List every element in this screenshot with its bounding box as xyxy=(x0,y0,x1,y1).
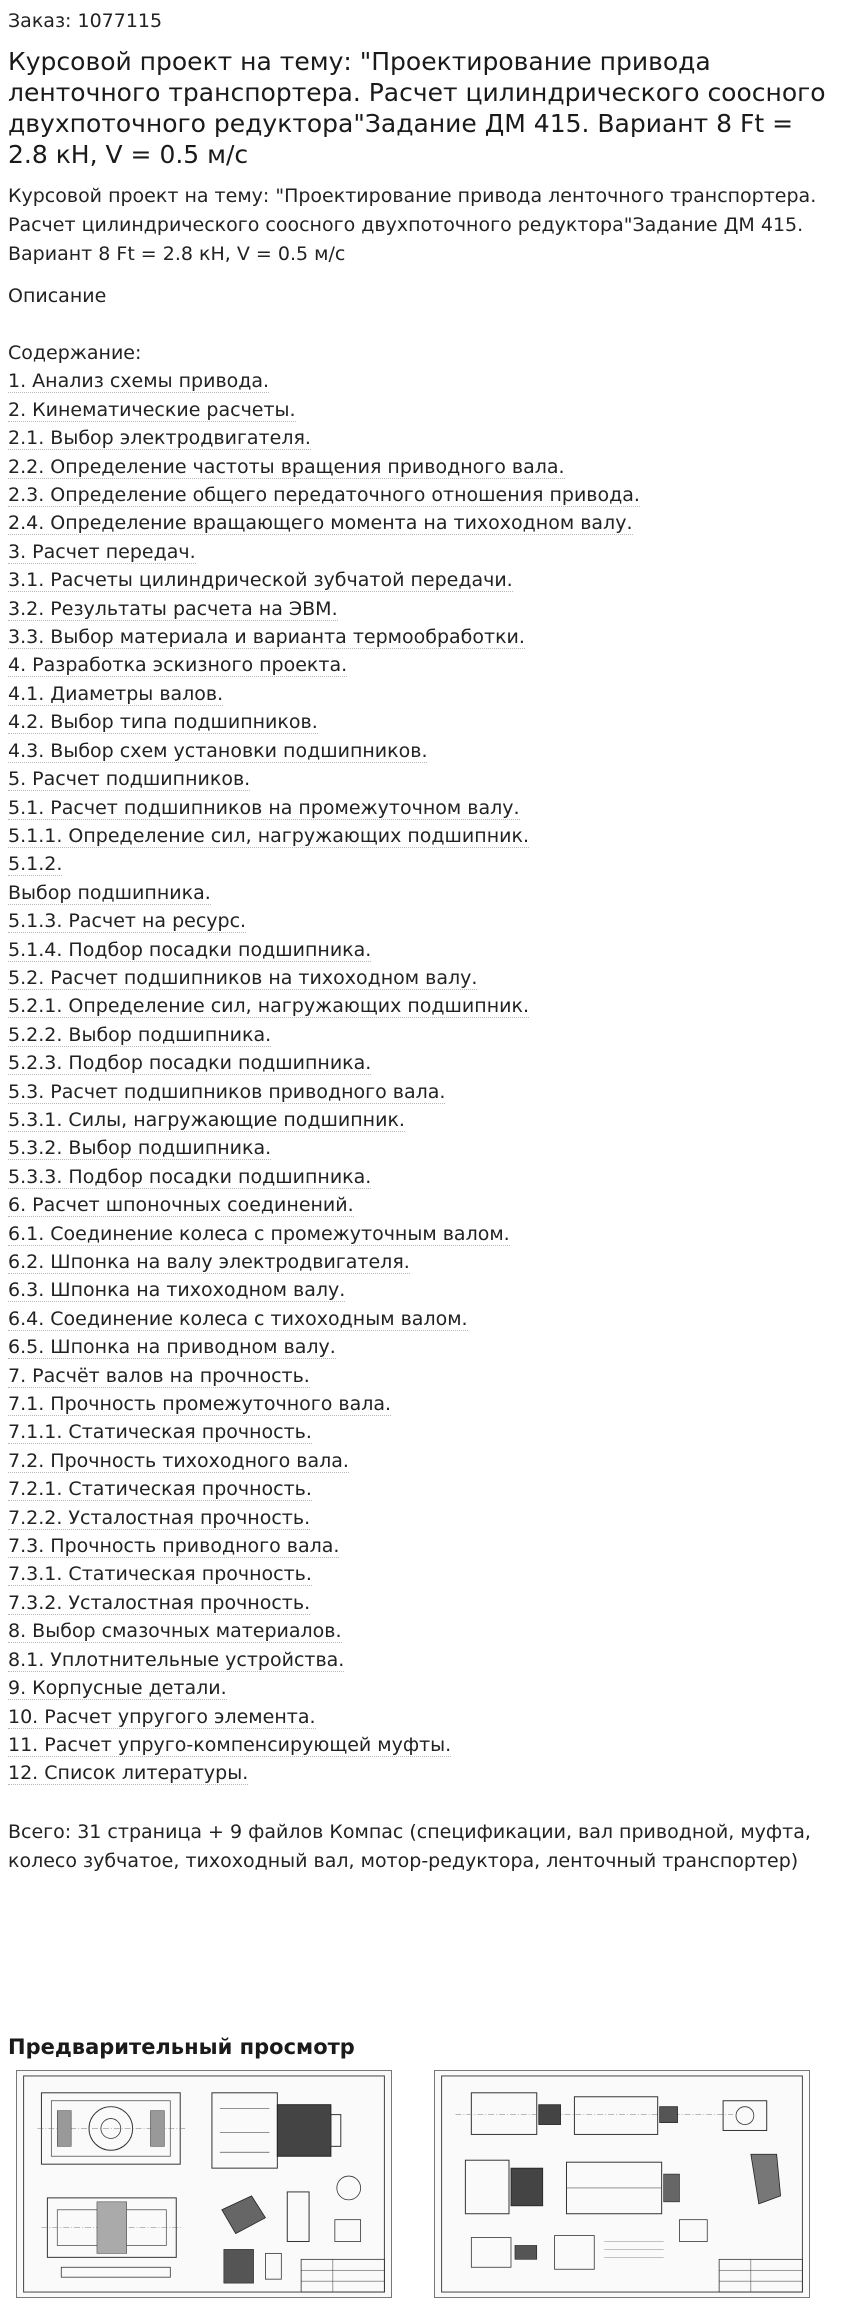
contents-item-text: 4.3. Выбор схем установки подшипников. xyxy=(8,739,428,762)
contents-item-text: 2.4. Определение вращающего момента на тихоходном валу. xyxy=(8,512,633,535)
contents-item xyxy=(8,1106,839,1134)
contents-item xyxy=(8,595,839,623)
contents-item-text: 9. Корпусные детали. xyxy=(8,1677,227,1700)
contents-item xyxy=(8,424,839,452)
contents-item-text: 3.1. Расчеты цилиндрической зубчатой передачи. xyxy=(8,569,513,592)
contents-item xyxy=(8,1390,839,1418)
drawing-sheet-1 xyxy=(17,2071,391,2297)
contents-item xyxy=(8,794,839,822)
contents-item-text: 5.1.4. Подбор посадки подшипника. xyxy=(8,938,372,961)
contents-item xyxy=(8,1504,839,1532)
contents-item-text: 6.1. Соединение колеса с промежуточным валом. xyxy=(8,1222,510,1245)
contents-item xyxy=(8,1049,839,1077)
contents-item-text: 5.3.2. Выбор подшипника. xyxy=(8,1137,272,1160)
preview-thumbnail-1[interactable] xyxy=(16,2070,392,2298)
contents-item-text: 5. Расчет подшипников. xyxy=(8,768,251,791)
contents-item-text: 5.1.2. xyxy=(8,853,63,876)
contents-item-text: 7. Расчёт валов на прочность. xyxy=(8,1364,310,1387)
contents-heading: Содержание: xyxy=(8,342,142,364)
contents-item xyxy=(8,1617,839,1645)
contents-item-text: 5.1.3. Расчет на ресурс. xyxy=(8,910,247,933)
contents-item xyxy=(8,453,839,481)
contents-item-text: 5.3. Расчет подшипников приводного вала. xyxy=(8,1080,446,1103)
contents-item xyxy=(8,708,839,736)
contents-item-text: Выбор подшипника. xyxy=(8,881,211,904)
contents-item xyxy=(8,396,839,424)
contents-item-text: 2.1. Выбор электродвигателя. xyxy=(8,427,311,450)
contents-item xyxy=(8,1220,839,1248)
contents-item-text: 7.1.1. Статическая прочность. xyxy=(8,1421,312,1444)
contents-item-text: 8.1. Уплотнительные устройства. xyxy=(8,1648,345,1671)
contents-item-text: 6.2. Шпонка на валу электродвигателя. xyxy=(8,1251,410,1273)
contents-item xyxy=(8,1021,839,1049)
contents-item-text: 3.3. Выбор материала и варианта термообработки. xyxy=(8,626,525,649)
contents-item-text: 4. Разработка эскизного проекта. xyxy=(8,654,348,677)
lead-text: Курсовой проект на тему: "Проектирование привода ленточного транспортера. Расчет цилиндрического соосного двухпоточного редуктора"Задание ДМ 415. Вариант 8 Ft = 2.8 кН, V = 0.5 м/с xyxy=(8,185,817,265)
contents-item-text: 5.1. Расчет подшипников на промежуточном валу. xyxy=(8,796,520,819)
contents-item-text: 7.2.1. Статическая прочность. xyxy=(8,1478,312,1501)
contents-item-text: 2. Кинематические расчеты. xyxy=(8,398,296,421)
preview-heading: Предварительный просмотр xyxy=(8,2034,355,2059)
contents-item-text: 6. Расчет шпоночных соединений. xyxy=(8,1194,354,1217)
contents-item-text: 4.1. Диаметры валов. xyxy=(8,682,224,705)
contents-item-text: 5.2. Расчет подшипников на тихоходном валу. xyxy=(8,966,478,989)
contents-item xyxy=(8,1560,839,1588)
contents-item xyxy=(8,1646,839,1674)
contents-item-text: 5.2.3. Подбор посадки подшипника. xyxy=(8,1052,372,1075)
contents-item xyxy=(8,936,839,964)
contents-item-text: 8. Выбор смазочных материалов. xyxy=(8,1620,342,1643)
order-number: Заказ: 1077115 xyxy=(8,10,163,32)
drawing-sheet-2 xyxy=(435,2071,809,2297)
contents-item xyxy=(8,1674,839,1702)
contents-item xyxy=(8,1589,839,1617)
contents-item xyxy=(8,850,839,878)
contents-item-text: 6.4. Соединение колеса с тихоходным валом. xyxy=(8,1307,468,1330)
page-title: Курсовой проект на тему: "Проектирование привода ленточного транспортера. Расчет цилиндрического соосного двухпоточного редуктора"Задание ДМ 415. Вариант 8 Ft = 2.8 кН, V = 0.5 м/с xyxy=(8,47,826,169)
contents-item-text: 7.3.1. Статическая прочность. xyxy=(8,1563,312,1586)
contents-item xyxy=(8,1163,839,1191)
contents-item xyxy=(8,822,839,850)
contents-item-text: 11. Расчет упруго-компенсирующей муфты. xyxy=(8,1733,452,1756)
contents-item xyxy=(8,879,839,907)
contents-item xyxy=(8,651,839,679)
contents-item-text: 7.2.2. Усталостная прочность. xyxy=(8,1506,311,1529)
description-heading: Описание xyxy=(8,285,107,307)
contents-item-text: 10. Расчет упругого элемента. xyxy=(8,1705,316,1728)
contents-item xyxy=(8,1078,839,1106)
contents-item-text: 3.2. Результаты расчета на ЭВМ. xyxy=(8,597,338,620)
contents-item xyxy=(8,623,839,651)
contents-item xyxy=(8,1134,839,1162)
contents-item-text: 1. Анализ схемы привода. xyxy=(8,370,270,393)
contents-item xyxy=(8,1191,839,1219)
contents-item xyxy=(8,765,839,793)
contents-item-text: 6.3. Шпонка на тихоходном валу. xyxy=(8,1279,346,1302)
contents-item xyxy=(8,509,839,537)
contents-item xyxy=(8,680,839,708)
contents-item xyxy=(8,737,839,765)
contents-item-text: 6.5. Шпонка на приводном валу. xyxy=(8,1336,336,1359)
contents-item-text: 12. Список литературы. xyxy=(8,1762,249,1785)
contents-item-text: 7.3.2. Усталостная прочность. xyxy=(8,1591,311,1614)
contents-item xyxy=(8,1475,839,1503)
contents-item xyxy=(8,1703,839,1731)
preview-thumbnail-2[interactable] xyxy=(434,2070,810,2298)
contents-item xyxy=(8,1362,839,1390)
contents-item xyxy=(8,1759,839,1787)
contents-item-text: 5.2.1. Определение сил, нагружающих подшипник. xyxy=(8,995,529,1018)
contents-item xyxy=(8,1333,839,1361)
contents-item-text: 5.1.1. Определение сил, нагружающих подшипник. xyxy=(8,824,529,847)
contents-item xyxy=(8,1532,839,1560)
contents-item xyxy=(8,1248,839,1276)
contents-item xyxy=(8,907,839,935)
contents-item xyxy=(8,538,839,566)
contents-item-text: 7.3. Прочность приводного вала. xyxy=(8,1535,340,1558)
contents-item-text: 5.2.2. Выбор подшипника. xyxy=(8,1023,272,1046)
contents-item-text: 7.1. Прочность промежуточного вала. xyxy=(8,1393,392,1416)
contents-item xyxy=(8,367,839,395)
contents-item xyxy=(8,566,839,594)
contents-item xyxy=(8,1305,839,1333)
contents-item-text: 5.3.1. Силы, нагружающие подшипник. xyxy=(8,1108,405,1131)
contents-item xyxy=(8,1276,839,1304)
contents-item-text: 5.3.3. Подбор посадки подшипника. xyxy=(8,1165,372,1188)
contents-item-text: 4.2. Выбор типа подшипников. xyxy=(8,711,318,734)
contents-item xyxy=(8,1418,839,1446)
contents-item xyxy=(8,1731,839,1759)
contents-item-text: 3. Расчет передач. xyxy=(8,540,196,563)
contents-item-text: 7.2. Прочность тихоходного вала. xyxy=(8,1449,349,1472)
contents-item-text: 2.3. Определение общего передаточного отношения привода. xyxy=(8,484,640,507)
contents-item xyxy=(8,1447,839,1475)
total-summary: Всего: 31 страница + 9 файлов Компас (спецификации, вал приводной, муфта, колесо зубчатое, тихоходный вал, мотор-редуктора, ленточный транспортер) xyxy=(8,1820,811,1872)
contents-item-text: 2.2. Определение частоты вращения приводного вала. xyxy=(8,455,565,478)
contents-list xyxy=(8,367,839,1787)
contents-item xyxy=(8,481,839,509)
contents-item xyxy=(8,992,839,1020)
preview-gallery xyxy=(8,2070,839,2310)
contents-item xyxy=(8,964,839,992)
